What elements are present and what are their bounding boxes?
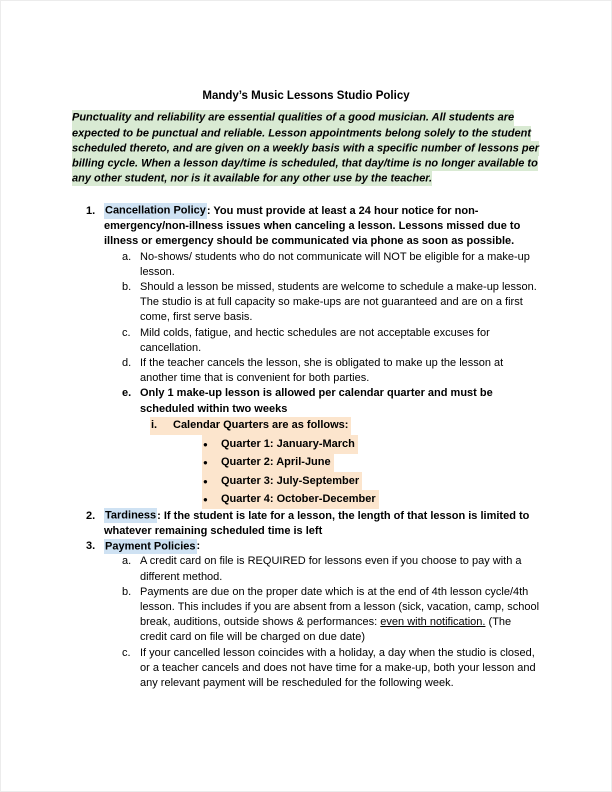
text-run: Calendar Quarters are as follows: [173,419,349,432]
list-item-text [104,509,540,539]
text-run: : If the student is late for a lesson, the length of that lesson is limited to whatever remaining scheduled time is left [104,509,530,538]
highlight-block [150,417,351,435]
bullet-dot: ● [203,476,208,486]
list-marker: b. [122,585,132,598]
list-marker: e. [122,387,132,400]
list-marker: 1. [86,205,96,218]
list-item [72,250,540,280]
list-item [72,509,540,539]
list-item [72,435,540,453]
text-run: If the teacher cancels the lesson, she is obligated to make up the lesson at another time that is convenient for both parties. [140,357,504,385]
text-run: : [196,540,201,553]
intro-highlighted-text: Punctuality and reliability are essential qualities of a good musician. All students are expected to be punctual and reliable. Lesson appointments belong solely to the student scheduled thereto, and are given on a weekly basis with a specific number of lessons per billing cycle. When a lesson day/time is scheduled, that day/time is no longer available to any other student, nor is it available for any other use by the teacher. [72,112,540,185]
bullet-dot: ● [203,495,208,505]
list-item-text [173,418,348,433]
list-marker: c. [122,326,131,339]
text-run: Mild colds, fatigue, and hectic schedules are not acceptable excuses for cancellation. [140,326,490,354]
intro-paragraph [72,111,540,187]
list-item [72,386,540,416]
text-run: Payment Policies [105,540,196,553]
list-item [72,326,540,356]
list-marker: d. [122,357,132,370]
text-run: If your cancelled lesson coincides with a holiday, a day when the studio is closed, or a teacher cancels and does not have time for a make-up, both your lesson and any relevant payment will be rescheduled for the following week. [140,646,536,690]
bullet-icon [203,455,221,470]
highlight-block [202,490,379,508]
document-title: Mandy’s Music Lessons Studio Policy [202,90,410,102]
bullet-icon [203,437,221,452]
text-run: Should a lesson be missed, students are welcome to schedule a make-up lesson. The studio is at full capacity so make-ups are not guaranteed and are on a first come, first serve basis. [140,281,537,324]
list-item [72,490,540,508]
text-run: A credit card on file is REQUIRED for lessons even if you choose to pay with a different method. [140,555,522,583]
list-item-text [104,539,540,554]
text-run: (The credit card on file will be charged on due date) [140,616,512,644]
text-run: : You must provide at least a 24 hour notice for non-emergency/non-illness issues when canceling a lesson. Lessons missed due to illness or emergency should be communicated via phone as soon as possible. [104,205,521,248]
bullet-dot: ● [203,439,208,449]
text-run: Quarter 4: October-December [221,493,376,506]
bullet-icon [203,474,221,489]
text-run: Tardiness [105,509,157,522]
list-item-text [140,280,540,326]
list-marker: b. [122,281,132,294]
list-item-text [140,386,540,416]
bullet-dot: ● [203,458,208,468]
list-item-text [221,492,376,507]
list-item-text [221,455,331,470]
list-item-text [140,250,540,280]
list-item-text [140,585,540,646]
text-run: even with notification. [380,616,486,629]
list-item-text [221,437,355,452]
list-marker: a. [122,555,132,568]
list-marker: i. [151,419,158,432]
text-run: Only 1 make-up lesson is allowed per calendar quarter and must be scheduled within two weeks [140,387,493,415]
list-marker: a. [122,250,132,263]
text-run: Cancellation Policy [105,205,206,218]
list-marker: 3. [86,540,96,553]
highlight-block [202,472,362,490]
list-item [72,585,540,646]
list-item-text [104,204,540,250]
list-item [72,417,540,435]
bullet-icon [203,492,221,507]
list-item [72,646,540,692]
list-item [72,472,540,490]
highlight-block [202,454,334,472]
text-run: Quarter 2: April-June [221,456,331,469]
text-run: Quarter 3: July-September [221,474,360,487]
list-item [72,454,540,472]
text-run: Quarter 1: January-March [221,437,355,450]
list-item-text [221,474,359,489]
list-item-text [140,326,540,356]
text-run: No-shows/ students who do not communicate will NOT be eligible for a make-up lesson. [140,250,530,278]
list-item [72,204,540,250]
policy-list [72,204,540,691]
highlight-block [202,435,358,453]
list-item-text [140,554,540,584]
list-item [72,356,540,386]
text-run: Payments are due on the proper date which is at the end of 4th lesson cycle/4th lesson. This includes if you are absent from a lesson (sick, vacation, camp, school break, auditions, outside shows & performances: [140,585,540,629]
list-item [72,280,540,326]
list-marker: 2. [86,509,96,522]
list-item [72,554,540,584]
list-item [72,539,540,554]
list-marker: c. [122,646,131,659]
list-item-text [140,646,540,692]
list-item-text [140,356,540,386]
